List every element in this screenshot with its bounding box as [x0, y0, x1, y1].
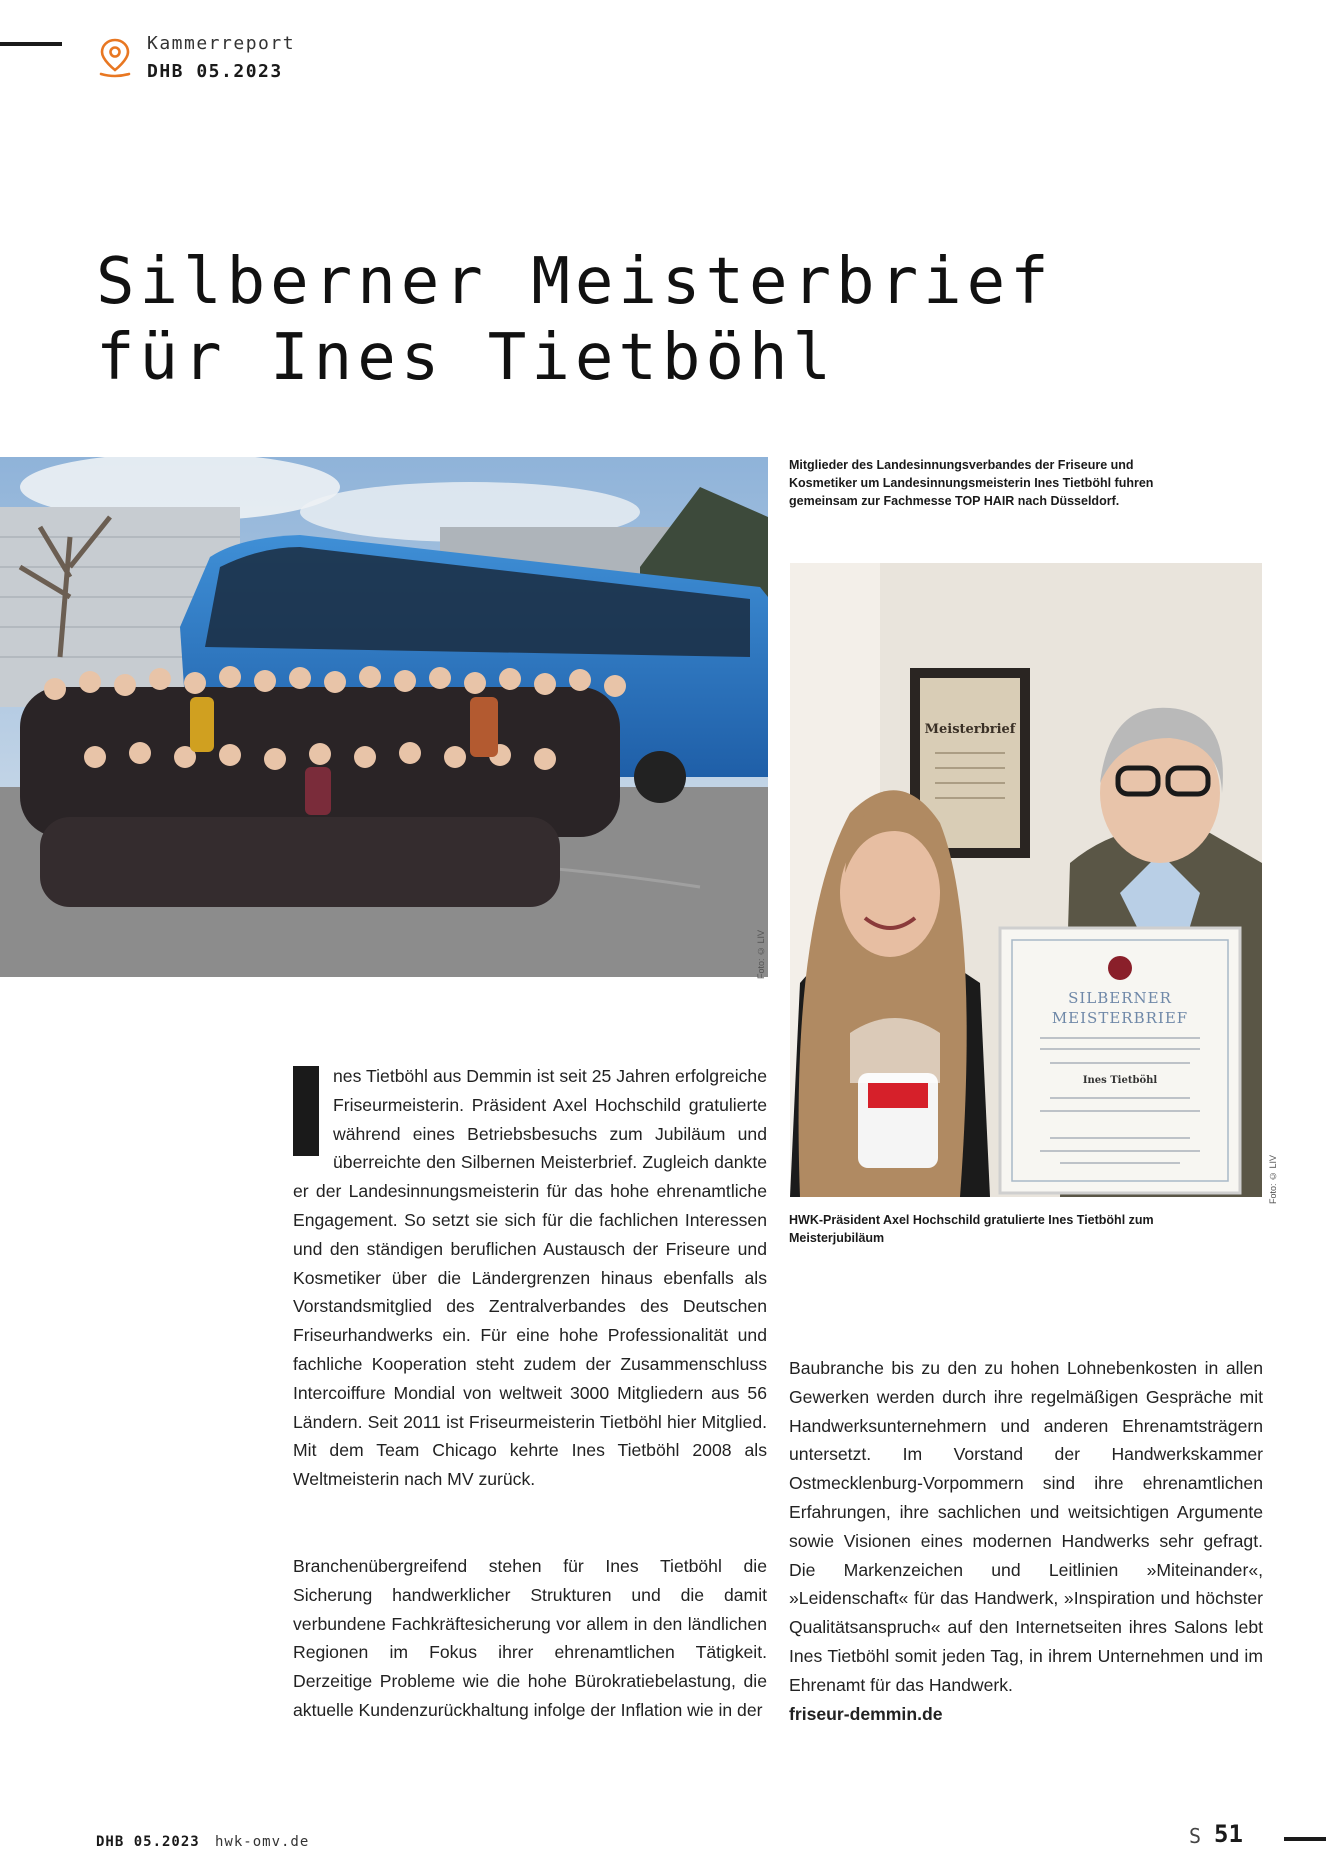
certificate-heading-1: SILBERNER — [1068, 989, 1172, 1007]
article-intro — [293, 1062, 767, 1494]
article-right-column — [789, 1354, 1263, 1728]
group-photo-credit: Foto: © LIV — [756, 930, 766, 980]
article-paragraph-2-right: Baubranche bis zu den zu hohen Lohnebenkosten in allen Gewerken werden durch ihre regelmäßigen Gespräche mit Handwerksunternehmern und anderen Ehrenamtsträgern untersetzt. Im Vorstand der Handwerkskammer Ostmecklenburg-Vorpommern sind ihre ehrenamtlichen Erfahrungen, ihre sachlichen und weitsichtigen Argumente sowie Visionen eines modernen Handwerks sehr gefragt. Die Markenzeichen und Leitlinien »Miteinander«, »Leidenschaft« für das Handwerk, »Inspiration und höchster Qualitätsanspruch« auf den Internetseiten ihres Salons lebt Ines Tietböhl somit jeden Tag, in ihrem Unternehmen und im Ehrenamt für das Handwerk. — [789, 1358, 1263, 1695]
award-photo — [790, 563, 1262, 1197]
footer-website[interactable]: hwk-omv.de — [215, 1834, 310, 1850]
page-prefix: S — [1189, 1824, 1202, 1848]
issue-label: DHB 05.2023 — [147, 61, 283, 82]
group-photo-caption: Mitglieder des Landesinnungsverbandes der Friseure und Kosmetiker um Landesinnungsmeisterin Ines Tietböhl fuhren gemeinsam zur Fachmesse TOP HAIR nach Düsseldorf. — [789, 458, 1154, 508]
framed-document-title: Meisterbrief — [924, 722, 1016, 737]
salon-website-link[interactable]: friseur-demmin.de — [789, 1703, 943, 1724]
headline-line-2: für Ines Tietböhl — [96, 321, 837, 395]
section-label: Kammerreport — [147, 33, 296, 54]
drop-cap — [293, 1066, 319, 1156]
headline-line-1: Silberner Meisterbrief — [96, 245, 1054, 319]
group-photo — [0, 457, 768, 980]
bottom-rule — [1284, 1837, 1326, 1841]
certificate-heading-2: MEISTERBRIEF — [1051, 1009, 1189, 1027]
footer-issue: DHB 05.2023 — [96, 1834, 200, 1850]
article-paragraph-2-left: Branchenübergreifend stehen für Ines Tietböhl die Sicherung handwerklicher Strukturen und die damit verbundene Fachkräftesicherung vor allem in den ländlichen Regionen im Fokus ihrer ehrenamtlichen Tätigkeit. Derzeitige Probleme wie die hohe Bürokratiebelastung, die aktuelle Kundenzurückhaltung infolge der Inflation wie in der — [293, 1556, 767, 1720]
award-photo-caption: HWK-Präsident Axel Hochschild gratulierte Ines Tietböhl zum Meisterjubiläum — [789, 1213, 1154, 1245]
intro-paragraph: nes Tietböhl aus Demmin ist seit 25 Jahren erfolgreiche Friseurmeisterin. Präsident Axel Hochschild gratulierte während eines Betriebsbesuchs zum Jubiläum und überreichte den Silbernen Meisterbrief. Zugleich dankte er der Landesinnungsmeisterin für das hohe ehrenamtliche Engagement. So setzt sie sich für die fachlichen Interessen und den ständigen beruflichen Austausch der Friseure und Kosmetiker über die Ländergrenzen hinaus ebenfalls als Vorstandsmitglied des Zentralverbandes des Deutschen Friseurhandwerks ein. Für eine hohe Professionalität und fachliche Kooperation steht zudem der Zusammenschluss Intercoiffure Mondial von weltweit 3000 Mitgliedern aus 56 Ländern. Seit 2011 ist Friseurmeisterin Tietböhl hier Mitglied. Mit dem Team Chicago kehrte Ines Tietböhl 2008 als Weltmeisterin nach MV zurück. — [293, 1066, 767, 1490]
certificate-name: Ines Tietböhl — [1082, 1075, 1158, 1086]
location-pin-icon — [96, 36, 134, 80]
award-photo-credit: Foto: © LIV — [1268, 1155, 1278, 1205]
top-rule — [0, 42, 62, 46]
article-headline — [96, 244, 1246, 396]
page-number: 51 — [1214, 1820, 1243, 1848]
